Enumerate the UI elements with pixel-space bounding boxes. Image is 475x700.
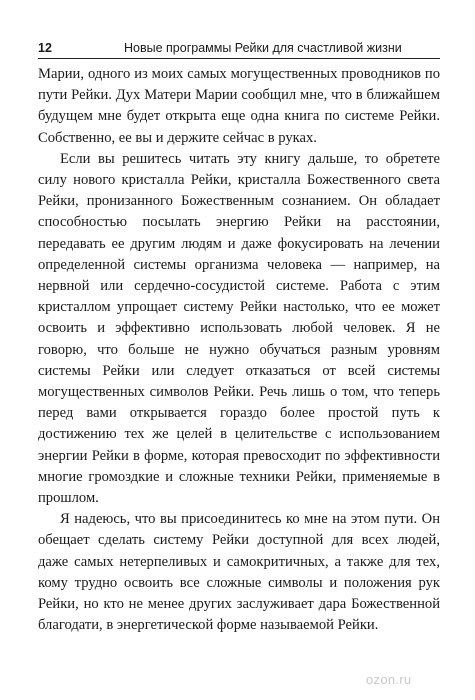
paragraph-1: Марии, одного из моих самых могущественных проводников по пути Рейки. Дух Матери Марии сообщил мне, что в ближайшем будущем мне будет открыта еще одна книга по системе Рейки. Собственно, ее вы и держите сейчас в руках. bbox=[38, 66, 440, 146]
body-text bbox=[38, 64, 440, 636]
page-number: 12 bbox=[38, 41, 52, 55]
page-header bbox=[38, 36, 440, 59]
running-title: Новые программы Рейки для счастливой жизни bbox=[124, 41, 402, 55]
watermark: ozon.ru bbox=[366, 672, 412, 687]
paragraph-2: Если вы решитесь читать эту книгу дальше, то обретете силу нового кристалла Рейки, кристалла Божественного света Рейки, пронизанного Божественным сознанием. Он обладает способностью посылать энергию Рейки на расстоянии, передавать ее другим людям и даже фокусировать на лечении определенной системы организма человека — например, на нервной или сердечно-сосудистой системе. Работа с этим кристаллом упрощает систему Рейки настолько, что ее может освоить и эффективно использовать любой человек. Я не говорю, что больше не нужно обучаться разным уровням системы Рейки или следует отказаться от всей системы могущественных символов Рейки. Речь лишь о том, что теперь перед вами открывается гораздо более простой путь к достижению тех же целей в целительстве с использованием энергии Рейки в форме, которая превосходит по эффективности многие громоздкие и сложные техники Рейки, применяемые в прошлом. bbox=[38, 150, 440, 507]
paragraph-3: Я надеюсь, что вы присоединитесь ко мне на этом пути. Он обещает сделать систему Рейки доступной для всех людей, даже самых нетерпеливых и самокритичных, а также для тех, кому трудно освоить все сложные символы и положения рук Рейки, но кто не менее других заслуживает дара Божественной благодати, в энергетической форме называемой Рейки. bbox=[38, 511, 440, 634]
